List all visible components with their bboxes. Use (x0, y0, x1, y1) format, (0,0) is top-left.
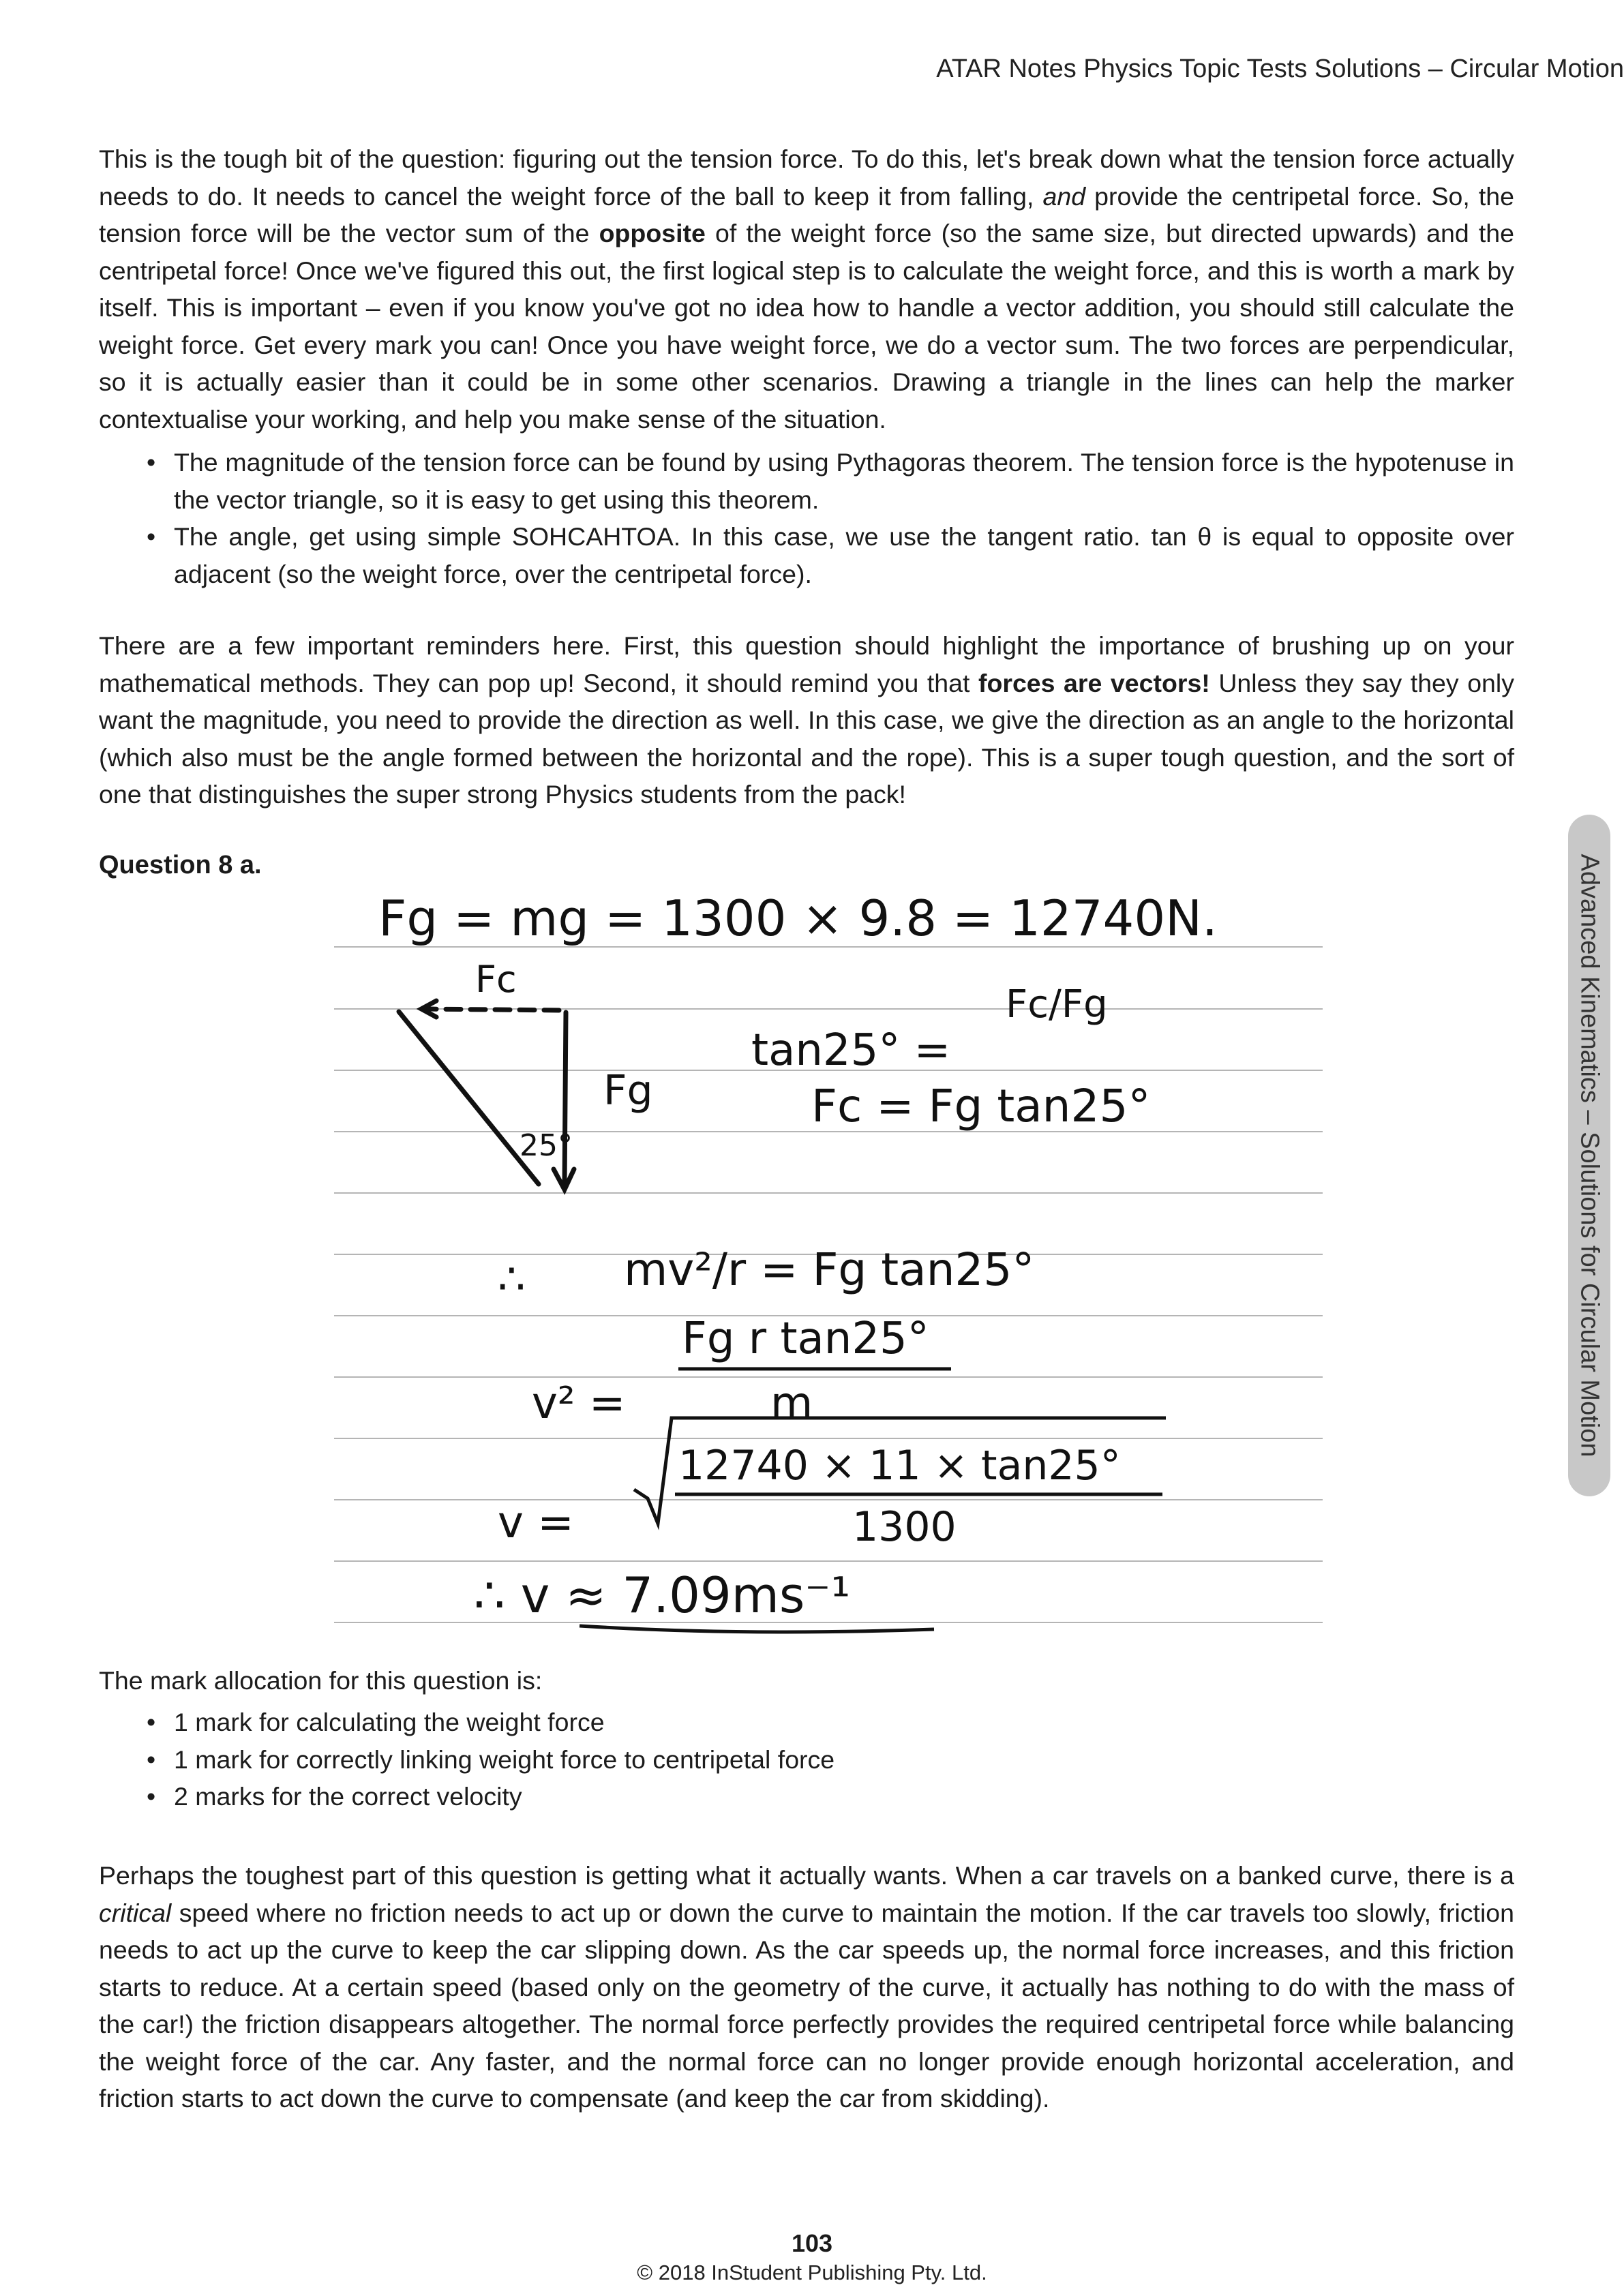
paragraph-text: Perhaps the toughest part of this question is getting what it actually wants. When a car travels on a banked curve, there is a (99, 1861, 1514, 1890)
v-denominator: 1300 (852, 1503, 957, 1551)
v-squared-numerator: Fg r tan25° (682, 1314, 929, 1364)
bold-text: opposite (599, 219, 706, 247)
fc-equation: Fc = Fg tan25° (811, 1080, 1151, 1132)
paragraph-text: Unless they say they only want the magnitude, you need to provide the direction as well. In this case, we give the direction as an angle to the horizontal (which also must be the angle formed between the horizontal and the rope). This is a super tough question, and the sort of one that distinguishes the super strong Physics students from the pack! (99, 668, 1514, 809)
question-heading: Question 8 a. (99, 851, 262, 879)
paragraph-text: This is the tough bit of the question: figuring out the tension force. To do this, let's break down what the tension force actually needs to do. It needs to cancel the weight force of the ball to keep it from falling, (99, 145, 1514, 211)
bullet-list-tension (147, 444, 1514, 592)
tan-equation-left: tan25° = (751, 1025, 951, 1076)
bold-text: forces are vectors! (978, 668, 1210, 697)
paragraph-banked-curve (99, 1857, 1514, 2117)
v-numerator: 12740 × 11 × tan25° (678, 1442, 1121, 1490)
handwritten-working (334, 886, 1329, 1636)
marks-intro: The mark allocation for this question is: (99, 1666, 543, 1695)
page-number: 103 (791, 2229, 833, 2257)
final-velocity: ∴ v ≈ 7.09ms⁻¹ (474, 1567, 851, 1624)
fc-label: Fc (475, 958, 517, 1001)
v-label: v = (498, 1498, 574, 1548)
emphasis-text: and (1042, 181, 1086, 211)
weight-force-equation: Fg = mg = 1300 × 9.8 = 12740N. (378, 890, 1218, 947)
paragraph-text: There are a few important reminders here. First, this question should highlight the importance of brushing up on your mathematical methods. They can pop up! Second, it should remind you that (99, 631, 1514, 697)
list-item: • 1 mark for calculating the weight force (147, 1708, 605, 1736)
marks-list (147, 1704, 1514, 1815)
v-squared-denominator: m (770, 1378, 813, 1429)
list-item-text: 1 mark for calculating the weight force (174, 1708, 605, 1736)
list-item-text: The angle, get using simple SOHCAHTOA. In this case, we use the tangent ratio. tan θ is equal to opposite over adjacent (so the weight force, over the centripetal force). (174, 522, 1514, 588)
list-item: • The angle, get using simple SOHCAHTOA. In this case, we use the tangent ratio. tan θ is equal to opposite over adjacent (so the weight force, over the centripetal force). (147, 522, 1514, 588)
list-item: • 2 marks for the correct velocity (147, 1782, 522, 1811)
list-item-text: 2 marks for the correct velocity (174, 1782, 522, 1811)
paragraph-text: of the weight force (so the same size, but directed upwards) and the centripetal force! Once we've figured this out, the first logical step is to calculate the weight force, and this is worth a mark by itself. This is important – even if you know you've got no idea how to handle a vector addition, you should still calculate the weight force. Get every mark you can! Once you have weight force, we do a vector sum. The two forces are perpendicular, so it is actually easier than it could be in some other scenarios. Drawing a triangle in the lines can help the marker contextualise your working, and help you make sense of the situation. (99, 219, 1514, 434)
paragraph-text: provide the centripetal force. So, the tension force will be the vector sum of the (99, 181, 1515, 247)
copyright-notice: © 2018 InStudent Publishing Pty. Ltd. (637, 2261, 987, 2284)
side-tab-label: Advanced Kinematics – Solutions for Circular Motion (1575, 854, 1604, 1457)
running-header: ATAR Notes Physics Topic Tests Solutions – Circular Motion (936, 55, 1624, 83)
angle-label: 25° (520, 1128, 573, 1163)
tan-equation-fraction: Fc/Fg (1006, 982, 1108, 1027)
paragraph-tension (99, 140, 1514, 438)
chapter-side-tab (1568, 815, 1610, 1496)
list-item: • 1 mark for correctly linking weight force to centripetal force (147, 1744, 835, 1774)
list-item-text: 1 mark for correctly linking weight force to centripetal force (174, 1744, 835, 1774)
centripetal-equation: mv²/r = Fg tan25° (624, 1243, 1035, 1296)
therefore-symbol: ∴ (498, 1254, 526, 1305)
fg-label: Fg (603, 1067, 653, 1115)
v-squared-label: v² = (532, 1378, 626, 1429)
emphasis-text: critical (99, 1898, 172, 1927)
list-item-text: The magnitude of the tension force can be found by using Pythagoras theorem. The tension force is the hypotenuse in the vector triangle, so it is easy to get using this theorem. (174, 448, 1514, 514)
result-underline (580, 1626, 934, 1632)
paragraph-text: speed where no friction needs to act up or down the curve to maintain the motion. If the car travels too slowly, friction needs to act up the curve to keep the car slipping down. As the car speeds up, the normal force increases, and this friction starts to reduce. At a certain speed (based only on the geometry of the curve, it actually has nothing to do with the mass of the car!) the friction disappears altogether. The normal force perfectly provides the required centripetal force while balancing the weight force of the car. Any faster, and the normal force can no longer provide enough horizontal acceleration, and friction starts to act down the curve to compensate (and keep the car from skidding). (99, 1898, 1514, 2113)
paragraph-reminders (99, 627, 1514, 813)
list-item: • The magnitude of the tension force can be found by using Pythagoras theorem. The tension force is the hypotenuse in the vector triangle, so it is easy to get using this theorem. (147, 448, 1514, 514)
